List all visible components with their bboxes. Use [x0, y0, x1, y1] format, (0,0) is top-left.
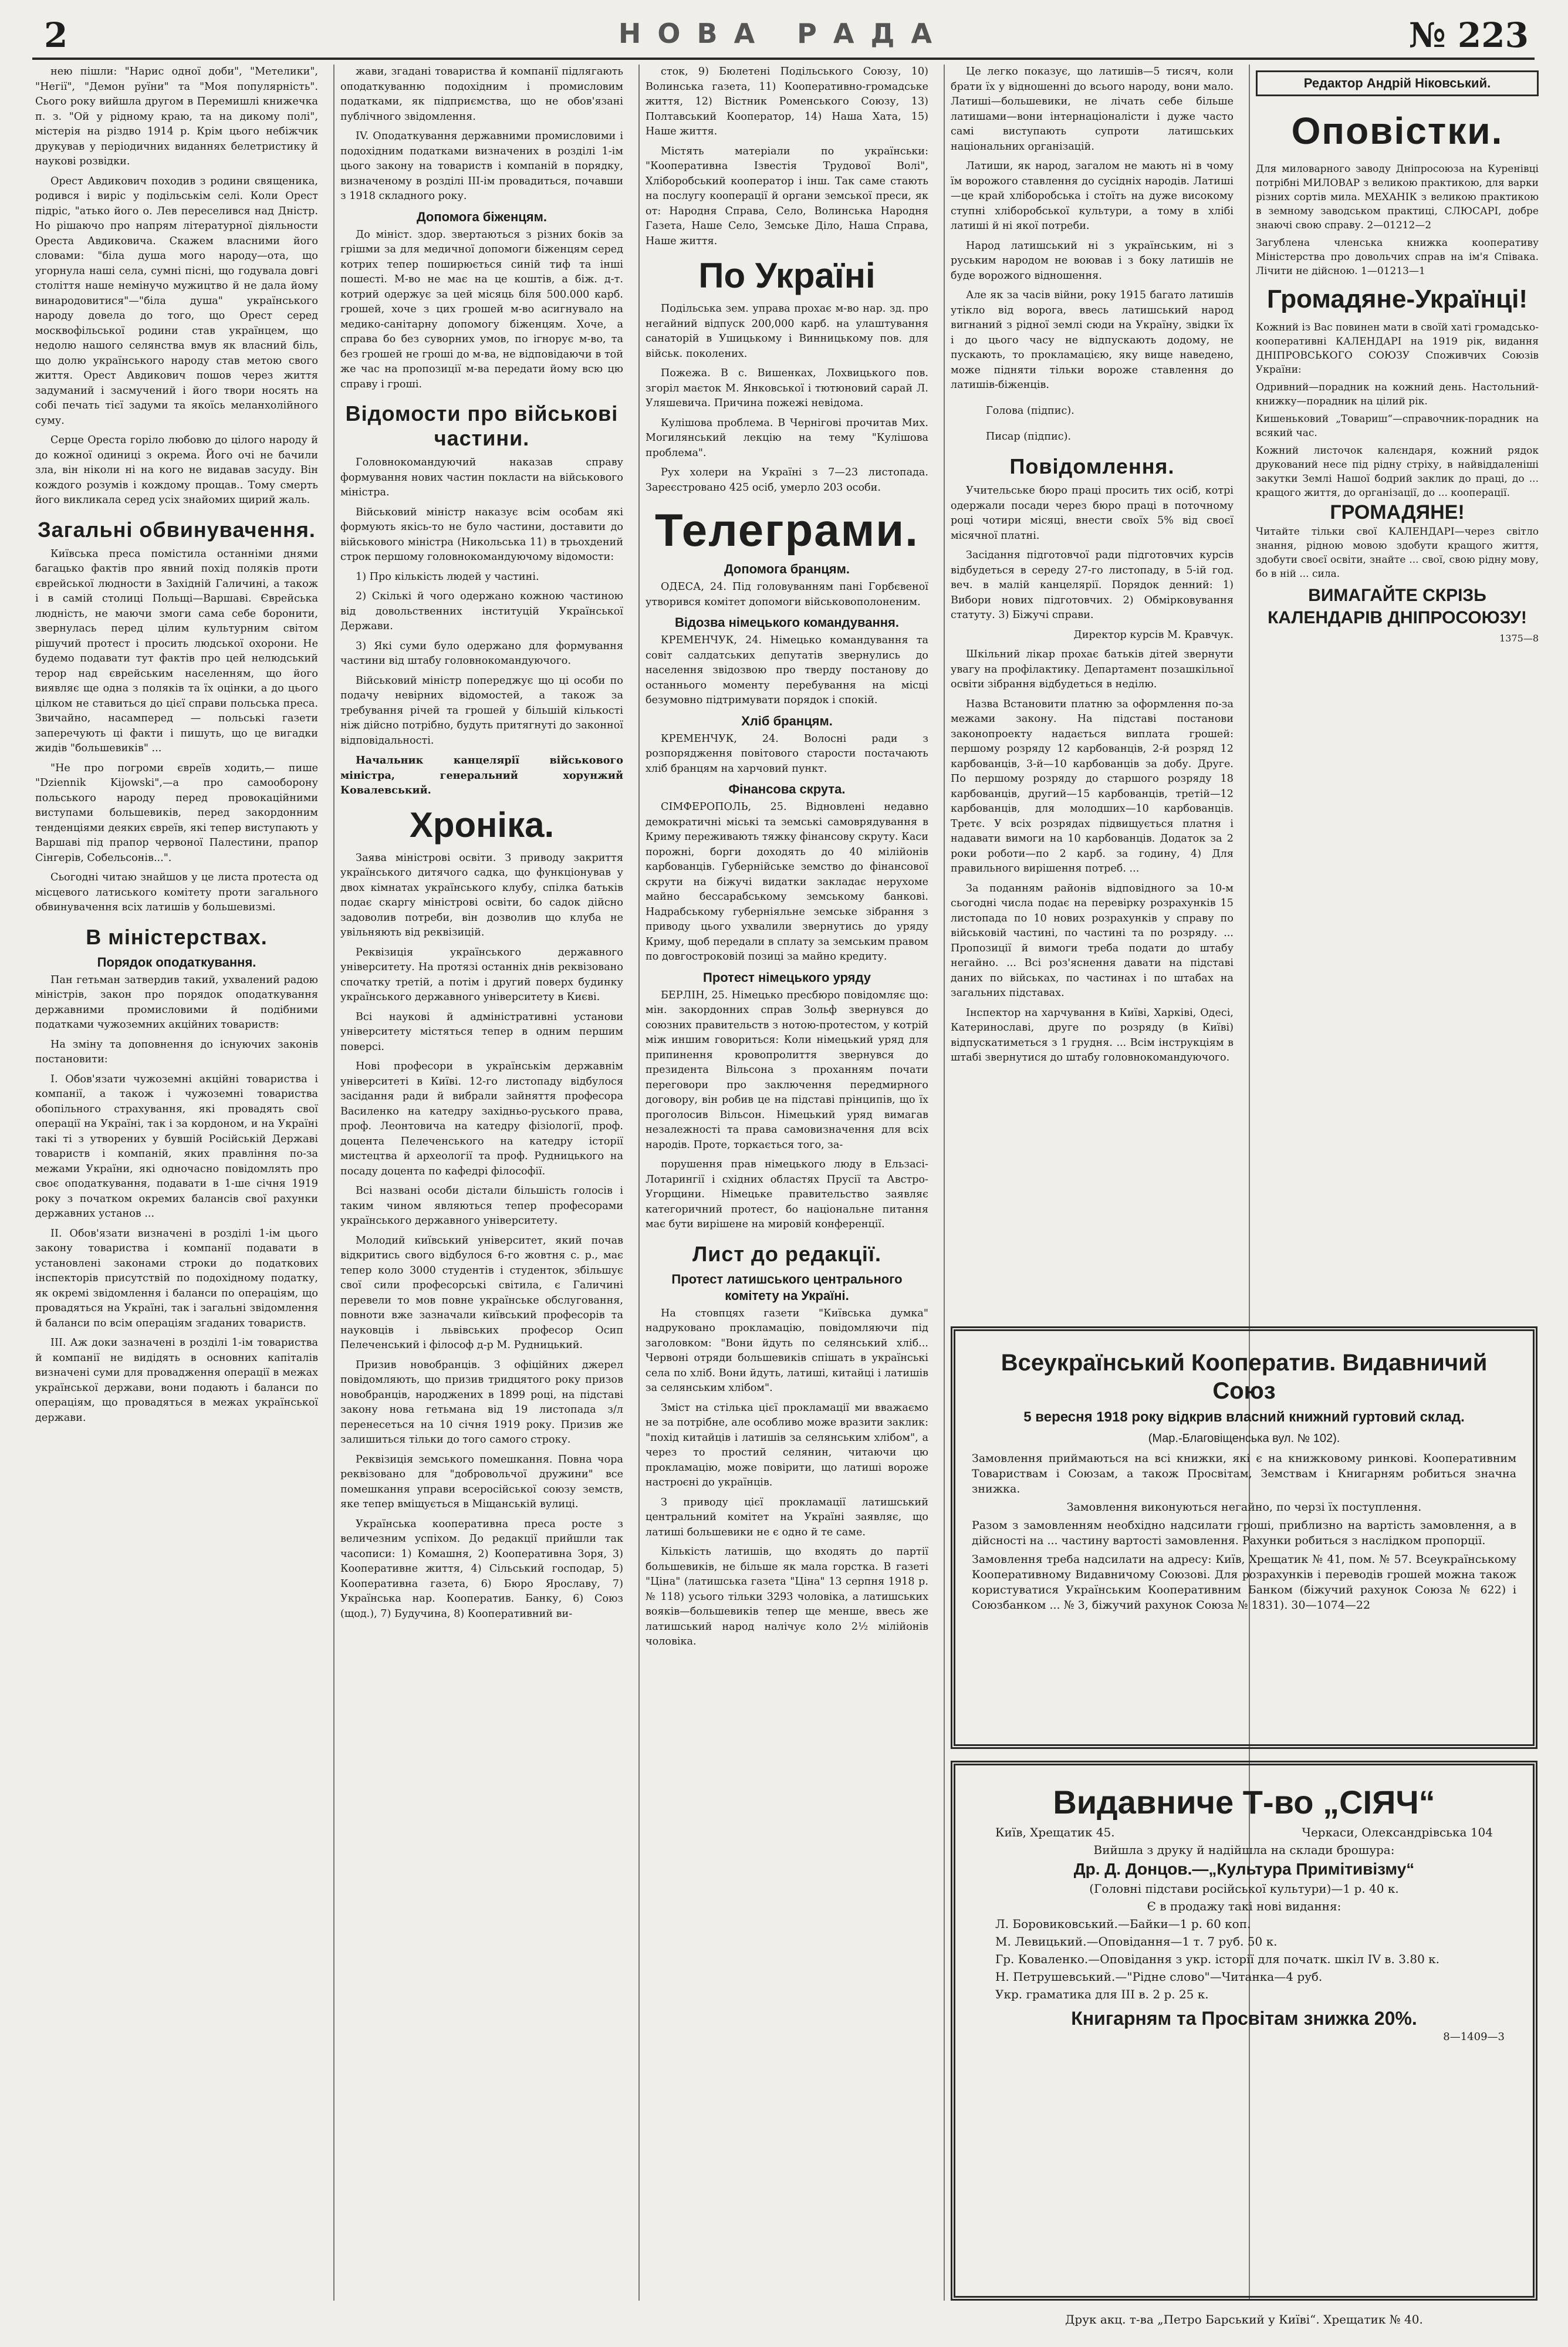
article-subheading: Відозва німецького командування.	[674, 615, 899, 630]
editor-box	[1256, 70, 1539, 96]
issue-number: № 223	[1408, 15, 1529, 55]
article-paragraph: Зміст на стілька цієї прокламації ми вважаємо не за потрібне, але особливо може вразити заклик: "похід китайців і латишів за селянським хлібом", а через то простий селянин, читаючи цю прокламацію, може повірити, що латиші вороже настроєні до українців.	[646, 1402, 928, 1488]
ad-siyach	[951, 1761, 1537, 2301]
article-paragraph: До мініст. здор. звертаються з різних боків за грішми за для медичної допомоги біженцям серед котрих тепер поширюється синій тиф та інші пошесті. М-во не має на це коштів, а біж. д-т. котрий одержує за цей місяць біля 500.000 карб. грошей, хоче з цих грошей м-во асигнувало на медико-санітарну допомогу біженцям. Хоче, а справа бо без суворних умов, по ігнорує м-во, та без грошей не гроші до м-ва, не відповідаючи в той же час на пропозиції м-ва передати йому всю цю справу і гроші.	[340, 228, 623, 390]
article-heading: В міністерствах.	[86, 924, 268, 949]
article-paragraph: З приводу цієї прокламації латишський центральний комітет на Україні заявляє, що латиші большевики не є одно й те саме.	[646, 1496, 928, 1538]
newspaper-title: НОВА РАДА	[618, 18, 949, 49]
article-paragraph: Київська преса помістила останніми днями багацько фактів про явний похід поляків проти єврейської людности в Західній Галичині, а також і в самій столиці Польщі—Варшаві. Єврейська людність, не маючи змоги сама себе боронити, звернулась перед цілим культурним світом рішучий протест і просить людської охорони. Не будемо подавати тут фактів про цей нелюдський терор над єврейським населенням, що його виявляє ще одна з поляків та їх оцінки, а до цього цілком не ставиться до цієї справи польська преса. Звичайно, насамперед — польські газети заперечують ці факти і пишуть, що це вигадки жидів "большевиків" ...	[35, 548, 318, 754]
column-divider	[333, 65, 334, 2301]
article-subheading: Фінансова скрута.	[728, 782, 846, 796]
siyach-text: Вийшла з друку й надійшла на склади брошура:	[1093, 1843, 1395, 1857]
coop-paragraph: Замовлення виконуються негайно, по черзі їх поступлення.	[1066, 1501, 1422, 1514]
ad-lost-book: Загублена членська книжка кооперативу Міністерства про довольчих справ на ім'я Співака. Лічити не дійсною. 1—01213—1	[1256, 237, 1539, 277]
article-paragraph: Заява міністрові освіти. З приводу закриття українського дитячого садка, що функціонував у двох кімнатах українського клубу, спілка батьків подає скаргу міністрові освіти, бо садок дійсно задоволив потреби, він дозволив що клуба не увільняють від реквізицій.	[340, 852, 623, 938]
signature-chair: Голова (підпис).	[986, 405, 1074, 417]
article-subheading: Порядок оподаткування.	[97, 954, 256, 970]
notice-signature: Директор курсів М. Кравчук.	[1073, 629, 1234, 641]
ad-citizens-heading: Громадяне-Українці!	[1266, 285, 1528, 313]
siyach-code: 8—1409—3	[1443, 2031, 1505, 2043]
coop-title: Всеукраїнський Кооператив. Видавничий Союз	[1001, 1350, 1488, 1404]
ads-heading: Оповістки.	[1291, 110, 1503, 152]
ad-calendar-types: Одривний—порадник на кожний день. Настольний-книжку—порадник на цілий рік.	[1256, 381, 1539, 407]
notice-paragraph: Назва Встановити платню за оформлення по-за межами закону. На підставі постанови законопроекту надається виплата грошей: першому розряду 12 карбованців, 2-й розряд 12 карбованців, 3-й—10 карбованців за добу. Друге. По першому розряду до старшого розряду 18 карбованців, другий—15 карбованців, третій—12 карбованців, для молодших—10 карбованців. Третє. У всіх розрядах підвищується платня і надавати вимоги на 10 карбованців. Додаток за 2 роки роботи—по 2 карб. за годину, 4) Для правильного вирішення потреб. ...	[951, 698, 1234, 875]
article-heading: Відомости про військові частини.	[345, 401, 619, 450]
column-divider	[638, 65, 640, 2301]
article-paragraph: IV. Оподаткування державними промисловими і подохідним податками визначених в розділі 1-ім цього закону на товариств і компаній в порядку, визначеному в розділі III-ім провадиться, почавши з 1918 складного року.	[340, 130, 623, 202]
article-paragraph: Народ латишський ні з українським, ні з руським народом не воював і з боку латишів не буде ворожого відношення.	[951, 239, 1234, 282]
article-paragraph: I. Обов'язати чужоземні акційні товариства і компанії, а також і чужоземні товариства обопільного страхування, які провадять свої операції на Україні, так і за кордоном, и на Україні такі ті з утворених у бувшій Російській Державі товариств і компаній, яких правління по-за межами України, які одночасно повідомлять про своє оподаткування, подавати в 1-ше січня 1919 року з початком окремих балансів свої рахунки державних установ ...	[35, 1073, 318, 1220]
siyach-discount: Книгарням та Просвітам знижка 20%.	[1071, 2008, 1417, 2029]
article-paragraph: "Не про погроми євреїв ходить,— пише "Dziennik Kijowski",—а про самооборону польського народу перед провокаційними виступами большевиків, перед закордонним тенденціями деяких євреїв, які тепер виступають у Варшаві під прапор червоної Палестини, прапор Сінгерів, Собельсонів...".	[35, 762, 318, 864]
article-paragraph: Серце Ореста горіло любовю до цілого народу й до кожної одиниці з окрема. Його очі не бачили зла, він ніколи ні на кого не видавав засуду. Він кождого розумів і кождому прощав.. Тому смерть його викликала серед усіх знайомих щирий жаль.	[35, 434, 318, 506]
article-paragraph: жави, згадані товариства й компанії підлягають оподаткуванню подохідним і промисловим податками, як підприємства, що не обов'язані публічного звідомлення.	[340, 66, 623, 123]
article-paragraph: 3) Які суми було одержано для формування частини від штабу головнокомандуючого.	[340, 640, 623, 667]
printer-footer: Друк акц. т-ва „Петро Барський у Київі“. Хрещатик № 40.	[1065, 2312, 1423, 2326]
article-heading: Повідомлення.	[1009, 454, 1175, 479]
article-paragraph: На стовпцях газети "Київська думка" надруковано прокламацію, повідомляючи під заголовком: "Вони йдуть по селянський хліб... Червоні отряди большевиків спішать в українські села по хліб. Вони йдуть, латиші, китайці і латишів за селянським хлібом".	[646, 1307, 928, 1394]
article-paragraph: Але як за часів війни, року 1915 багато латишів утікло від ворога, ввесь латишський народ вигнаний з рідної землі сюди на Україну, звідки їх і до цього часу не відпускають додому, не пускають, то прокламацією, яку вище наведено, може підняти тільки вороже ставлення до латишів-біженців.	[951, 289, 1234, 391]
siyach-text: Є в продажу такі нові видання:	[1147, 1899, 1341, 1913]
article-paragraph: 2) Скількі й чого одержано кожною частиною від довольственних інституцій Української Держави.	[340, 590, 623, 632]
siyach-text: (Головні підстави російської культури)—1 р. 40 к.	[1089, 1882, 1399, 1896]
article-paragraph: Реквізиція земського помешкання. Повна чора реквізовано для "добровольчої дружини" все помешкання управи всеросійської союзу земств, яке тепер вміщується в Міщанській вулиці.	[340, 1453, 623, 1510]
ad-calendar-desc: Кожний листочок калєндаря, кожний рядок друкований несе під рідну стріху, в найвіддаленіші закутки Землі Нашої бодрий заклик до праці, до ... кращого життя, до організації, до ... кооперації.	[1256, 445, 1539, 499]
section-heading-chronicle: Хроніка.	[409, 805, 555, 845]
siyach-address-kyiv: Київ, Хрещатик 45.	[995, 1825, 1115, 1839]
article-paragraph: СІМФЕРОПОЛЬ, 25. Відновлені недавно демократичні міські та земські самоврядування в Криму переживають тяжку фінансову скруту. Каси порожні, борги доходять до 40 мілійонів карбованців. Губернійське земство до фінансової скрути на біжучі видатки закладає нерухоме майно бессарабському земському банкові. Надрабському губерніяльне земське зібрання з приводу цього ухвалили звернутись до уряду Криму, щоб передали в сплату за земським правом по довгостроковій позиці за майно кредиту.	[646, 801, 928, 963]
article-paragraph: Подільська зем. управа прохає м-во нар. зд. про негайний відпуск 200,000 карб. на улаштування санаторій в Ушицькому і Винницькому пов. для військ. поколених.	[646, 303, 928, 360]
ad-calendar-text: Кожний із Вас повинен мати в своїй хаті громадсько-кооперативні КАЛЕНДАРІ на 1919 рік, видання ДНІПРОВСЬКОГО СОЮЗУ Споживчих Союзів України:	[1256, 322, 1539, 376]
article-signature: Начальник канцелярії військового міністра, генеральний хорунжий Ковалевський.	[340, 754, 623, 796]
article-paragraph: II. Обов'язати визначені в розділі 1-ім цього закону товариства і компанії подавати в установлені законами строки до податкових інспекторів присутствій по подохідному податку, як окремі звідомлення і баланси по операціям, що провадяться на Україні, так і загальні звідомлення й баланси по всім операціям згаданих товариств.	[35, 1227, 318, 1329]
article-paragraph: Латиши, як народ, загалом не мають ні в чому їм ворожого ставлення до сусідніх народів. Латиші—це край хліборобська і стоїть на дуже високому ступні хліборобської культури, а тому в хлібі латиші й ні якої потреби.	[951, 160, 1234, 232]
article-paragraph: Всі наукові й адміністративні установи університету містяться тепер в одним першим поверсі.	[340, 1011, 623, 1053]
article-paragraph: Кулішова проблема. В Чернігові прочитав Мих. Могилянський лекцію на тему "Кулішова проблема".	[646, 417, 928, 459]
masthead-rule	[32, 58, 1535, 60]
masthead	[32, 11, 1535, 58]
article-subheading: Допомога біженцям.	[416, 209, 548, 224]
article-paragraph: Пожежа. В с. Вишенках, Лохвицького пов. згоріл маєток М. Янковської і тютюновий сарай Л. Уляшевича. Причина пожежі невідома.	[646, 367, 928, 409]
column-5-ads	[1256, 65, 1539, 1309]
siyach-address-cherkasy: Черкаси, Олександрівська 104	[1302, 1825, 1493, 1839]
article-subheading: Допомога бранцям.	[724, 562, 850, 576]
section-heading-ukraine: По Україні	[698, 256, 876, 295]
notice-paragraph: Засідання підготовчої ради підготовчих курсів відбудеться в середу 27-го листопаду, в 5-ій год. веч. в малій канцелярії. Порядок денний: 1) Вибори нових підготовчих. 2) Обмірковування статуту. 3) Біжучі справи.	[951, 549, 1234, 622]
ad-soap-factory: Для миловарного заводу Дніпросоюза на Куренівці потрібні МИЛОВАР з великою практикою, для варки різних сортів мила. МЕХАНІК з великою практикою в земному заводськом практиці, СЛЮСАРІ, добре знаючі свою справу. 2—01212—2	[1256, 163, 1539, 231]
notice-paragraph: Учительське бюро праці просить тих осіб, котрі одержали посади через бюро праці в поточному році чотири місяці, внести своїх 5% від своєї місячної платні.	[951, 485, 1234, 542]
article-paragraph: КРЕМЕНЧУК, 24. Волосні ради з розпорядження повітового старости постачають хліб бранцям на харчовий пункт.	[646, 732, 928, 775]
column-1	[35, 65, 318, 2301]
coop-address: (Мар.-Благовіщенська вул. № 102).	[1148, 1432, 1340, 1445]
notice-paragraph: Шкільний лікар прохає батьків дітей звернути увагу на профілактику. Департамент позашкільної освіти зібрання відбудеться в неділю.	[951, 649, 1234, 691]
editor-line: Редактор Андрій Ніковський.	[1303, 76, 1491, 90]
article-paragraph: Молодий київський університет, який почав відкритись свого відбулося 6-го жовтня с. р., має тепер коло 3000 студентів і студенток, збільшує свої сили професорські світила, є Галичині перевели то мов повне українське обслуговання, повноти вже зазначали київський професорів та науковців і львівських професор Осип Пелеченський і філософ д-р М. Рудницький.	[340, 1234, 623, 1351]
ad-code: 1375—8	[1499, 633, 1539, 644]
article-paragraph: ОДЕСА, 24. Під головуванням пані Горбєвеної утворився комітет допомоги військовополоненим.	[646, 581, 928, 608]
article-subheading: Протест латишського центрального комітету на Україні.	[671, 1271, 903, 1303]
coop-paragraph: Замовлення приймаються на всі книжки, які є на книжковому ринкові. Кооперативним Товариствам і Союзам, а також Просвітам, Земствам і Книгарням робиться значна знижка.	[972, 1452, 1516, 1495]
article-paragraph: Нові професори в українськім державнім університеті в Київі. 12-го листопаду відбулося засідання ради й вибрали зайняття професора Василенко на катедру західньо-руського права, проф. Леонтовича на катедру фізіології, проф. доцента Пелеченського на катедру історії мистецтва й археології та проф. Рудницького на посаду доцента по кафедрі філософії.	[340, 1061, 623, 1177]
siyach-list-item: М. Левицький.—Оповідання—1 т. 7 руб. 50 к.	[995, 1934, 1278, 1948]
article-paragraph: Реквізиція українського державного університету. На протязі останніх днів реквізовано спочатку третій, а потім і другий поверх будинку українського державного університету в Києві.	[340, 946, 623, 1003]
notice-paragraph: За поданням районів відповідного за 10-м сьогодні числа подає на перевірку розрахунків 15 листопада по 10 нових розрахунків у справу по військовій частині, по частині та по розряду. ... Пропозиції й вимоги треба подати до штабу негайно. ... Всі роз'яснення давати на підставі даних по військах, по частинах і по штабах на загальних підставах.	[951, 882, 1234, 999]
siyach-list-item: Л. Боровиковський.—Байки—1 р. 60 коп.	[995, 1917, 1251, 1931]
article-paragraph: 1) Про кількість людей у частині.	[356, 570, 539, 583]
column-4	[951, 65, 1234, 1309]
article-paragraph: Це легко показує, що латишів—5 тисяч, коли брати їх у відношенні до всього народу, вони мало. Латиші—большевики, не лічать себе більше латишами—вони інтернаціоналісти і дуже часто самі виступають супроти латишських національних організацій.	[951, 66, 1234, 153]
article-paragraph: На зміну та доповнення до існуючих законів постановити:	[35, 1038, 318, 1065]
siyach-list-item: Н. Петрушевський.—"Рідне слово"—Читанка—4 руб.	[995, 1970, 1323, 1984]
article-paragraph: III. Аж доки зазначені в розділі 1-ім товариства й компанії не видідять в основних капіталів визначені суми для провадження операції в межах української держави, вони подають і баланси по операціям, що провадяться в межах української держави.	[35, 1337, 318, 1424]
article-paragraph: Сьогодні читаю знайшов у це листа протеста од місцевого латиського комітету проти загального обвинувачення всіх латишів у большевизмі.	[35, 872, 318, 913]
article-paragraph: Призив новобранців. З офіційних джерел повідомляють, що призив тридцятого року призов новобранців, народжених в 1899 році, на підставі закону нова гетьмана від 19 листопада з/л перенесеться на 10 січня 1919 року. Призив же залишиться тільки до того самого строку.	[340, 1359, 623, 1446]
siyach-list-item: Укр. граматика для III в. 2 р. 25 к.	[995, 1987, 1209, 2001]
ad-citizens-call: ГРОМАДЯНЕ!	[1330, 501, 1465, 524]
siyach-book: Др. Д. Донцов.—„Культура Примітивізму“	[1073, 1860, 1415, 1878]
coop-paragraph: Разом з замовленням необхідно надсилати гроші, приблизно на вартість замовлення, а в дійсності на ... частину вартості замовлення. Рахунки робиться з наслідком пропорції.	[972, 1519, 1516, 1547]
article-paragraph: Рух холери на Україні з 7—23 листопада. Зареєстровано 425 осіб, умерло 203 особи.	[646, 467, 928, 494]
article-paragraph: Кількість латишів, що входять до партії большевиків, не більше як мала горстка. В газеті "Ціна" (латишська газета "Ціна" 13 серпня 1918 р. № 118) усього тільки 3293 чоловіка, а латишських вояків—большевиків тепер ще менше, ввесь же латишський народ налічує коло 2½ мілійонів чоловіка.	[646, 1546, 928, 1647]
column-divider	[944, 65, 945, 2301]
article-heading: Загальні обвинувачення.	[38, 517, 316, 542]
article-paragraph: сток, 9) Бюлетені Подільського Союзу, 10) Волинська газета, 11) Кооперативно-громадське життя, 12) Вістник Роменського Союзу, 13) Полтавський Кооператор, 14) Наша Хата, 15) Наше життя.	[646, 66, 928, 137]
siyach-list-item: Гр. Коваленко.—Оповідання з укр. історії для початк. шкіл IV в. 3.80 к.	[995, 1952, 1440, 1966]
article-paragraph: БЕРЛІН, 25. Німецько пресбюро повідомляє що: мін. закордонних справ Зольф звернувся до союзних правительств з нотою-протестом, у котрій між иншим говориться: Коли німецький уряд для припинення кровопролиття звернувся до президента Вільсона з проханням почати переговори про заключення передмирного договору, він робив це на підставі прінципів, що їх проголосив Вільсон. Німецький уряд вимагав незалежності та права самовизначення для всіх народів. Проте, торкається того, за-	[646, 989, 928, 1151]
article-paragraph: Орест Авдикович походив з родини священика, родився і виріс у подільськім селі. Коли Орест підріс, "атько його о. Лев переселився над Дністр. Но рішаючо про напрям літературної діяльности Ореста Авдиковича. Скажем власними його словами: "біла душа мого народу—ота, що угорнула наші села, сумні пісні, що годувала довгі століття наше немінучо мужицтво й не дала йому винародовитися"—"біла душа" українського народу довела до того, що Орест серед москвофільської родини став українцем, що недолю нашого селянства вмув як власний біль, що долю українського народу став метою свого життя. Орест Авдикович пошов через життя задуманий і засмучений і його твори носять на собі печать тієї задуми та якоїсь меланхолійного суму.	[35, 175, 318, 427]
article-subheading: Хліб бранцям.	[741, 713, 833, 728]
coop-subtitle: 5 вересня 1918 року відкрив власний книжний гуртовий склад.	[1023, 1409, 1465, 1425]
article-paragraph: Військовий міністр попереджує що ці особи по подачу невірних відомостей, а також за требування річей та грошей у більшій кількості ніж дійсно потрібно, будуть притягнуті до законної відповідальності.	[340, 674, 623, 747]
article-paragraph: порушення прав німецького люду в Ельзасі-Лотарингії і східних областях Прусії та Австро-Угорщини. Німецьке правительство заявляє категоричний протест, бо національне питання має бути вирішене на мировій конференції.	[646, 1159, 928, 1230]
article-paragraph: Містять матеріали по українськи: "Кооперативна Ізвестія Трудової Волі", Хліборобський кооператор і інш. Так саме стають на послугу кооперації й органи земської преси, як от: Народня Справа, Село, Волинська Народня Газета, Наше Село, Земське Діло, Наша Справа, Наше життя.	[646, 145, 928, 247]
section-heading-telegrams: Телеграми.	[655, 504, 919, 556]
ad-calendar-pocket: Кишеньковий „Товариш“—справочник-порадник на всякий час.	[1256, 413, 1539, 439]
ad-coop-publishing	[951, 1326, 1537, 1749]
siyach-title: Видавниче Т-во „СІЯЧ“	[1053, 1784, 1435, 1821]
article-paragraph: Пан гетьман затвердив такий, ухвалений радою міністрів, закон про порядок оподаткування державними промисловими й подібними податками чужоземних акційних товариств:	[35, 974, 318, 1031]
column-3	[646, 65, 928, 2301]
page-number: 2	[44, 15, 68, 55]
article-paragraph: Українська кооперативна преса росте з величезним успіхом. До редакції прийшли так часописи: 1) Комашня, 2) Кооперативна Зоря, 3) Кооперативне життя, 4) Сільський господар, 5) Кооперативна газета, 6) Бюро Ярославу, 7) Українська нар. Кооператив. Банку, 6) Союз (щод.), 7) Будучина, 8) Кооперативний ви-	[340, 1518, 623, 1620]
column-2	[340, 65, 623, 2301]
article-subheading: Протест німецького уряду	[703, 970, 871, 985]
article-paragraph: Військовий міністр наказує всім особам які формують якісь-то не було частини, доставити до військового міністра (Никольська 11) в трьохдений строк першому головнокомандуючому відомости:	[340, 506, 623, 563]
coop-paragraph: Замовлення треба надсилати на адресу: Київ, Хрещатик № 41, пом. № 57. Всеукраїнському Кооперативному Видавничому Союзові. Для розрахунків і переводів грошей можна також користуватися Українським Кооперативним Банком (біжучий рахунок Союза № 622) і Союзбанком ... № 3, біжучий рахунок Союза № 1831). 30—1074—22	[972, 1553, 1516, 1612]
signature-secretary: Писар (підпис).	[986, 430, 1072, 443]
article-paragraph: Головнокомандуючий наказав справу формування нових частин покласти на військового міністра.	[340, 457, 623, 498]
ad-calendar-read: Читайте тільки свої КАЛЕНДАРІ—через світло знання, рідною мовою здобути кращого життя, здобути своєї освіти, знайте ... свої, свою рідну мову, бо в ній ... сила.	[1256, 526, 1539, 580]
article-paragraph: КРЕМЕНЧУК, 24. Німецько командування та совіт салдатських депутатів звернулись до населення звідозвою про тверду постанову до останнього моменту перебування на місці безумовно підтримувати порядок і спокій.	[646, 634, 928, 706]
article-paragraph: нею пішли: "Нарис одної доби", "Метелики", "Негії", "Демон руїни" та "Моя популярність". Сього року вийшла другом в Перемишлі книжечка п. з. "Ой у рідному краю, та на дикому полі", містерія на різдво 1914 р. Крім цього небіжчик друкував у періодичних виданнях белетристику й наукові розвідки.	[35, 66, 318, 167]
notice-paragraph: Інспектор на харчування в Київі, Харківі, Одесі, Катеринославі, друге по розряду (в Київі) відпускатиметься з 1 грудня. ... Всім інструкціям в штабі звернутися до штабу головнокомандуючого.	[951, 1007, 1234, 1064]
ad-demand-calendars: ВИМАГАЙТЕ СКРІЗЬ КАЛЕНДАРІВ ДНІПРОСОЮЗУ!	[1268, 586, 1527, 627]
article-heading: Лист до редакції.	[692, 1241, 882, 1266]
article-paragraph: Всі названі особи дістали більшість голосів і таким чином являються тепер професорами українського державного університету.	[340, 1185, 623, 1227]
